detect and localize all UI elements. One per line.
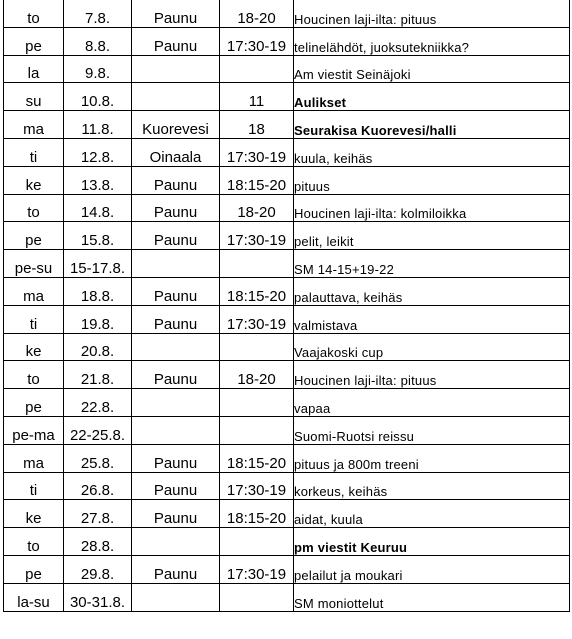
- table-row: [4, 361, 570, 389]
- table-row: [4, 222, 570, 250]
- date-cell: 28.8.: [64, 528, 132, 556]
- day-cell: ti: [4, 472, 64, 500]
- date-cell: 14.8.: [64, 194, 132, 222]
- table-row: [4, 194, 570, 222]
- day-cell: ke: [4, 333, 64, 361]
- date-cell: 15.8.: [64, 222, 132, 250]
- day-cell: ma: [4, 444, 64, 472]
- time-cell: [220, 55, 294, 83]
- day-cell: pe: [4, 389, 64, 417]
- time-cell: 18:15-20: [220, 277, 294, 305]
- day-cell: pe-su: [4, 250, 64, 278]
- date-cell: 22-25.8.: [64, 416, 132, 444]
- table-row: [4, 305, 570, 333]
- time-cell: 18:15-20: [220, 500, 294, 528]
- place-cell: Kuorevesi: [132, 111, 220, 139]
- note-cell: pm viestit Keuruu: [294, 528, 570, 556]
- time-cell: 17:30-19: [220, 27, 294, 55]
- date-cell: 8.8.: [64, 27, 132, 55]
- table-row: [4, 444, 570, 472]
- time-cell: 18-20: [220, 361, 294, 389]
- date-cell: 25.8.: [64, 444, 132, 472]
- day-cell: ma: [4, 277, 64, 305]
- place-cell: [132, 416, 220, 444]
- time-cell: 18:15-20: [220, 166, 294, 194]
- place-cell: Paunu: [132, 27, 220, 55]
- time-cell: 17:30-19: [220, 138, 294, 166]
- place-cell: Paunu: [132, 277, 220, 305]
- note-cell: kuula, keihäs: [294, 138, 570, 166]
- day-cell: ti: [4, 138, 64, 166]
- schedule-body: [4, 0, 570, 611]
- table-row: [4, 472, 570, 500]
- day-cell: la: [4, 55, 64, 83]
- place-cell: Paunu: [132, 555, 220, 583]
- day-cell: to: [4, 194, 64, 222]
- table-row: [4, 250, 570, 278]
- day-cell: su: [4, 83, 64, 111]
- place-cell: Paunu: [132, 444, 220, 472]
- table-row: [4, 55, 570, 83]
- date-cell: 11.8.: [64, 111, 132, 139]
- table-row: [4, 277, 570, 305]
- time-cell: 17:30-19: [220, 472, 294, 500]
- date-cell: 22.8.: [64, 389, 132, 417]
- place-cell: Paunu: [132, 222, 220, 250]
- day-cell: to: [4, 528, 64, 556]
- time-cell: 17:30-19: [220, 305, 294, 333]
- place-cell: Paunu: [132, 361, 220, 389]
- table-row: [4, 138, 570, 166]
- place-cell: [132, 250, 220, 278]
- date-cell: 21.8.: [64, 361, 132, 389]
- time-cell: 18: [220, 111, 294, 139]
- table-row: [4, 333, 570, 361]
- table-row: [4, 111, 570, 139]
- time-cell: [220, 389, 294, 417]
- date-cell: 30-31.8.: [64, 583, 132, 611]
- day-cell: to: [4, 0, 64, 27]
- date-cell: 19.8.: [64, 305, 132, 333]
- note-cell: Suomi-Ruotsi reissu: [294, 416, 570, 444]
- note-cell: Vaajakoski cup: [294, 333, 570, 361]
- table-row: [4, 389, 570, 417]
- day-cell: ke: [4, 166, 64, 194]
- date-cell: 12.8.: [64, 138, 132, 166]
- day-cell: ke: [4, 500, 64, 528]
- table-row: [4, 166, 570, 194]
- schedule-table: [3, 0, 570, 612]
- date-cell: 9.8.: [64, 55, 132, 83]
- note-cell: palauttava, keihäs: [294, 277, 570, 305]
- time-cell: [220, 583, 294, 611]
- note-cell: Houcinen laji-ilta: pituus: [294, 0, 570, 27]
- day-cell: pe: [4, 555, 64, 583]
- time-cell: [220, 333, 294, 361]
- day-cell: ma: [4, 111, 64, 139]
- place-cell: Paunu: [132, 194, 220, 222]
- time-cell: 17:30-19: [220, 222, 294, 250]
- time-cell: 18-20: [220, 0, 294, 27]
- place-cell: Paunu: [132, 0, 220, 27]
- place-cell: Oinaala: [132, 138, 220, 166]
- day-cell: la-su: [4, 583, 64, 611]
- note-cell: Aulikset: [294, 83, 570, 111]
- note-cell: valmistava: [294, 305, 570, 333]
- place-cell: Paunu: [132, 500, 220, 528]
- note-cell: pelit, leikit: [294, 222, 570, 250]
- time-cell: 11: [220, 83, 294, 111]
- note-cell: SM moniottelut: [294, 583, 570, 611]
- note-cell: Am viestit Seinäjoki: [294, 55, 570, 83]
- time-cell: [220, 250, 294, 278]
- place-cell: Paunu: [132, 166, 220, 194]
- day-cell: ti: [4, 305, 64, 333]
- note-cell: vapaa: [294, 389, 570, 417]
- table-row: [4, 555, 570, 583]
- note-cell: korkeus, keihäs: [294, 472, 570, 500]
- table-row: [4, 500, 570, 528]
- day-cell: pe-ma: [4, 416, 64, 444]
- date-cell: 26.8.: [64, 472, 132, 500]
- date-cell: 15-17.8.: [64, 250, 132, 278]
- time-cell: [220, 528, 294, 556]
- date-cell: 13.8.: [64, 166, 132, 194]
- table-row: [4, 528, 570, 556]
- date-cell: 7.8.: [64, 0, 132, 27]
- table-row: [4, 583, 570, 611]
- place-cell: [132, 333, 220, 361]
- table-row: [4, 416, 570, 444]
- day-cell: pe: [4, 27, 64, 55]
- note-cell: telinelähdöt, juoksutekniikka?: [294, 27, 570, 55]
- note-cell: aidat, kuula: [294, 500, 570, 528]
- time-cell: 17:30-19: [220, 555, 294, 583]
- place-cell: [132, 583, 220, 611]
- day-cell: pe: [4, 222, 64, 250]
- time-cell: 18:15-20: [220, 444, 294, 472]
- date-cell: 29.8.: [64, 555, 132, 583]
- note-cell: Seurakisa Kuorevesi/halli: [294, 111, 570, 139]
- date-cell: 20.8.: [64, 333, 132, 361]
- note-cell: pituus: [294, 166, 570, 194]
- date-cell: 10.8.: [64, 83, 132, 111]
- place-cell: Paunu: [132, 305, 220, 333]
- place-cell: Paunu: [132, 472, 220, 500]
- note-cell: SM 14-15+19-22: [294, 250, 570, 278]
- note-cell: pituus ja 800m treeni: [294, 444, 570, 472]
- place-cell: [132, 389, 220, 417]
- place-cell: [132, 55, 220, 83]
- note-cell: Houcinen laji-ilta: pituus: [294, 361, 570, 389]
- place-cell: [132, 83, 220, 111]
- note-cell: pelailut ja moukari: [294, 555, 570, 583]
- place-cell: [132, 528, 220, 556]
- date-cell: 27.8.: [64, 500, 132, 528]
- table-row: [4, 27, 570, 55]
- note-cell: Houcinen laji-ilta: kolmiloikka: [294, 194, 570, 222]
- day-cell: to: [4, 361, 64, 389]
- date-cell: 18.8.: [64, 277, 132, 305]
- table-row: [4, 83, 570, 111]
- time-cell: [220, 416, 294, 444]
- time-cell: 18-20: [220, 194, 294, 222]
- table-row: [4, 0, 570, 27]
